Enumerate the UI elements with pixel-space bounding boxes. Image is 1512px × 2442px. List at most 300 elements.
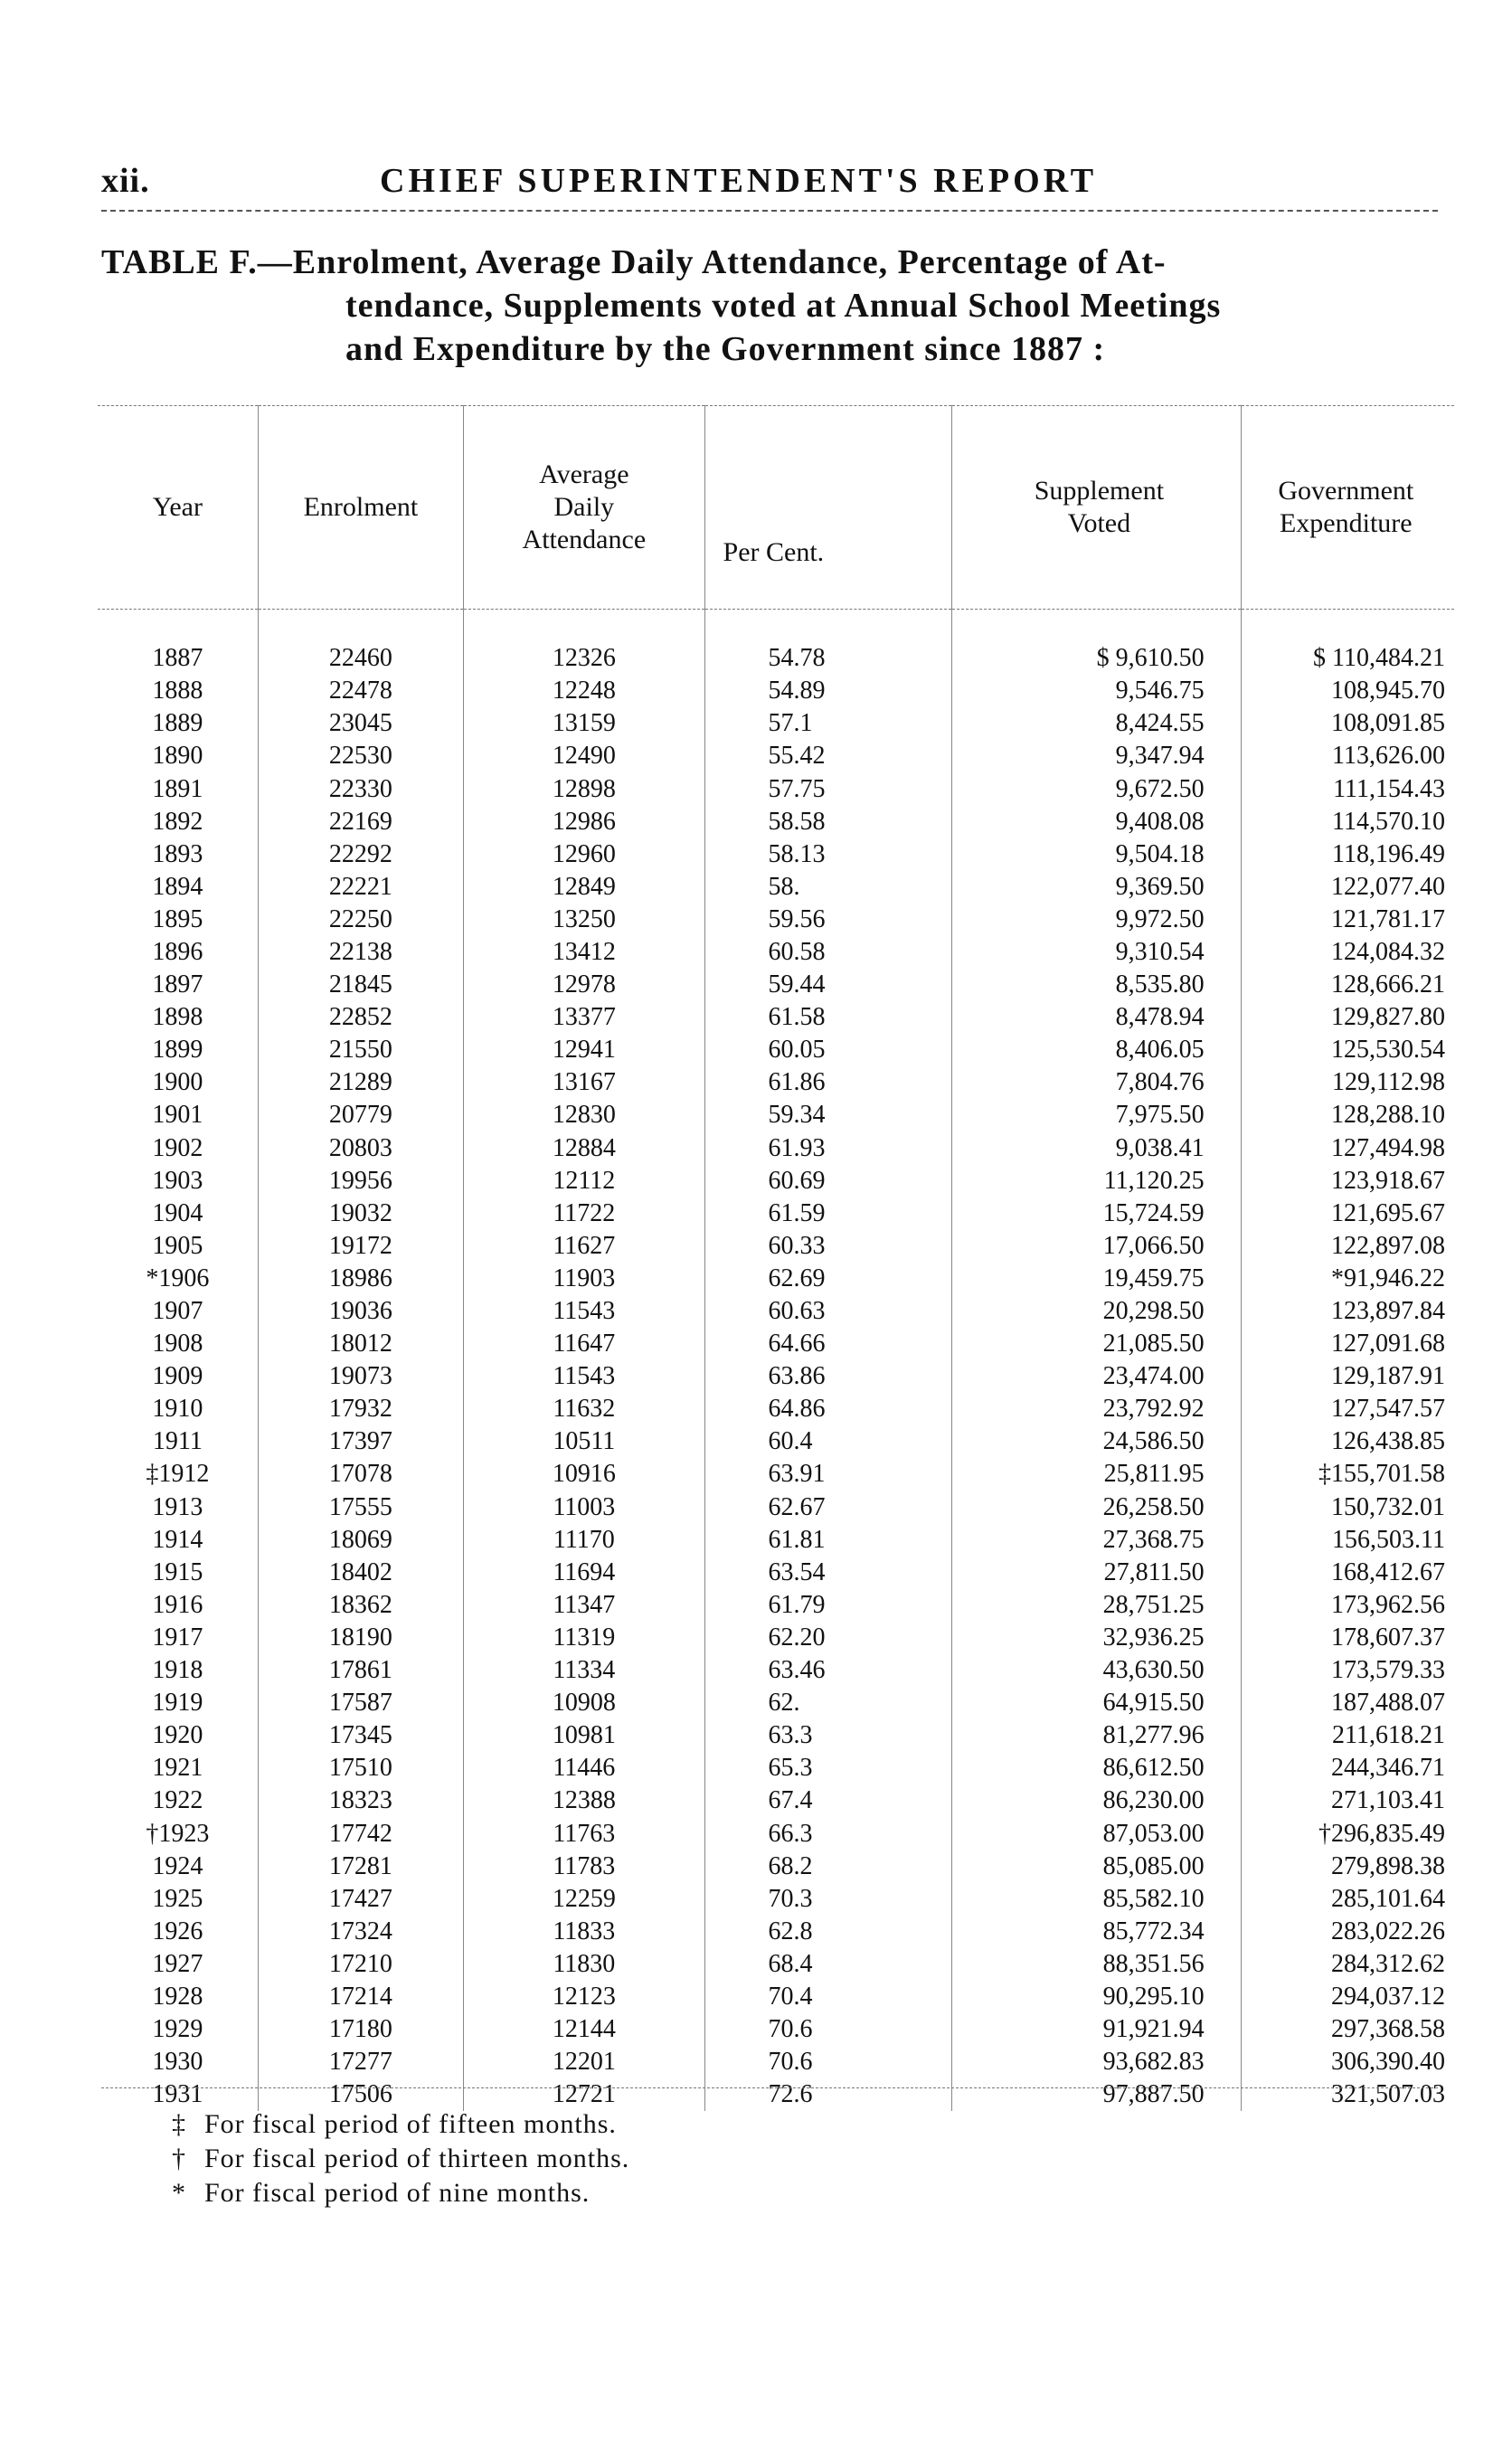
col-header-enrolment: Enrolment — [258, 406, 463, 610]
table-row — [98, 1948, 1454, 1981]
table-row — [98, 1197, 1454, 1230]
cell-expenditure: 129,827.80 — [1241, 1001, 1454, 1034]
cell-year: 1919 — [152, 1689, 203, 1718]
footnote — [172, 2176, 629, 2210]
cell-per-cent: 72.6 — [704, 2078, 952, 2111]
table-row — [98, 1099, 1454, 1131]
cell-supplement: 15,724.59 — [952, 1197, 1241, 1230]
cell-supplement: 85,582.10 — [952, 1883, 1241, 1916]
cell-expenditure: 178,607.37 — [1241, 1622, 1454, 1654]
col-header-supplement-l2: Voted — [1067, 508, 1131, 538]
table-row — [98, 1687, 1454, 1719]
cell-attendance: 11833 — [464, 1916, 704, 1948]
cell-supplement: 9,408.08 — [952, 806, 1241, 838]
cell-supplement: 8,535.80 — [952, 969, 1241, 1001]
cell-supplement: 20,298.50 — [952, 1295, 1241, 1328]
cell-attendance: 13377 — [464, 1001, 704, 1034]
cell-expenditure: 127,547.57 — [1241, 1393, 1454, 1425]
cell-expenditure: 108,945.70 — [1241, 675, 1454, 707]
cell-supplement: 9,038.41 — [952, 1132, 1241, 1165]
cell-expenditure: 125,530.54 — [1241, 1034, 1454, 1066]
table-row — [98, 2078, 1454, 2111]
cell-enrolment: 21550 — [258, 1034, 463, 1066]
table-row — [98, 871, 1454, 904]
cell-enrolment: 22292 — [258, 838, 463, 871]
cell-per-cent: 55.42 — [704, 740, 952, 772]
table-row — [98, 2013, 1454, 2046]
table-row — [98, 1622, 1454, 1654]
cell-attendance: 10916 — [464, 1458, 704, 1491]
cell-attendance: 11334 — [464, 1654, 704, 1687]
table-row — [98, 2046, 1454, 2078]
cell-per-cent: 57.1 — [704, 707, 952, 740]
cell-attendance: 11170 — [464, 1524, 704, 1557]
table-row — [98, 1393, 1454, 1425]
cell-year: 1893 — [152, 839, 203, 868]
cell-attendance: 13412 — [464, 936, 704, 969]
cell-enrolment: 18190 — [258, 1622, 463, 1654]
cell-expenditure: 271,103.41 — [1241, 1784, 1454, 1817]
footnote-text: For fiscal period of fifteen months. — [204, 2109, 617, 2139]
cell-year: 1910 — [152, 1395, 203, 1424]
cell-expenditure: 123,897.84 — [1241, 1295, 1454, 1328]
cell-year: 1896 — [152, 937, 203, 966]
cell-supplement: 43,630.50 — [952, 1654, 1241, 1687]
cell-expenditure: 173,579.33 — [1241, 1654, 1454, 1687]
cell-attendance: 11903 — [464, 1263, 704, 1295]
cell-enrolment: 18012 — [258, 1328, 463, 1360]
cell-supplement: 21,085.50 — [952, 1328, 1241, 1360]
cell-supplement: 85,085.00 — [952, 1850, 1241, 1883]
table-row — [98, 1165, 1454, 1197]
table-row — [98, 838, 1454, 871]
col-header-expenditure — [1241, 406, 1454, 610]
footnote-text: For fiscal period of nine months. — [204, 2178, 591, 2208]
table-row — [98, 1916, 1454, 1948]
cell-attendance: 11003 — [464, 1491, 704, 1524]
cell-expenditure: 168,412.67 — [1241, 1557, 1454, 1589]
cell-expenditure: 127,494.98 — [1241, 1132, 1454, 1165]
cell-enrolment: 17506 — [258, 2078, 463, 2111]
cell-per-cent: 68.4 — [704, 1948, 952, 1981]
cell-enrolment: 17555 — [258, 1491, 463, 1524]
cell-enrolment: 17180 — [258, 2013, 463, 2046]
cell-expenditure: 283,022.26 — [1241, 1916, 1454, 1948]
cell-enrolment: 21845 — [258, 969, 463, 1001]
cell-enrolment: 17277 — [258, 2046, 463, 2078]
cell-per-cent: 60.4 — [704, 1425, 952, 1458]
cell-supplement: $ 9,610.50 — [952, 642, 1241, 675]
cell-enrolment: 21289 — [258, 1066, 463, 1099]
cell-enrolment: 22852 — [258, 1001, 463, 1034]
table-row — [98, 1328, 1454, 1360]
cell-enrolment: 17214 — [258, 1981, 463, 2013]
cell-attendance: 12201 — [464, 2046, 704, 2078]
cell-attendance: 11446 — [464, 1752, 704, 1784]
cell-supplement: 86,612.50 — [952, 1752, 1241, 1784]
cell-expenditure: 285,101.64 — [1241, 1883, 1454, 1916]
cell-enrolment: 18986 — [258, 1263, 463, 1295]
cell-expenditure: 113,626.00 — [1241, 740, 1454, 772]
cell-attendance: 11627 — [464, 1230, 704, 1263]
cell-per-cent: 70.3 — [704, 1883, 952, 1916]
cell-year: 1901 — [152, 1101, 203, 1130]
col-header-attendance-l1: Average — [539, 459, 629, 489]
cell-year: 1917 — [152, 1623, 203, 1652]
cell-per-cent: 58. — [704, 871, 952, 904]
cell-supplement: 9,347.94 — [952, 740, 1241, 772]
cell-attendance: 12248 — [464, 675, 704, 707]
col-header-attendance — [464, 406, 704, 610]
table-row — [98, 806, 1454, 838]
table-row — [98, 1719, 1454, 1752]
table-row — [98, 1883, 1454, 1916]
cell-supplement: 7,975.50 — [952, 1099, 1241, 1131]
footnote — [172, 2142, 629, 2176]
cell-expenditure: 129,112.98 — [1241, 1066, 1454, 1099]
table-row — [98, 707, 1454, 740]
cell-per-cent: 59.56 — [704, 904, 952, 936]
cell-per-cent: 67.4 — [704, 1784, 952, 1817]
cell-expenditure: 321,507.03 — [1241, 2078, 1454, 2111]
cell-supplement: 23,792.92 — [952, 1393, 1241, 1425]
footnote-mark: * — [172, 2178, 186, 2208]
caption-line-1: —Enrolment, Average Daily Attendance, Percentage of At- — [257, 243, 1167, 281]
table-row — [98, 1425, 1454, 1458]
cell-enrolment: 17210 — [258, 1948, 463, 1981]
table-row — [98, 1295, 1454, 1328]
cell-attendance: 11722 — [464, 1197, 704, 1230]
cell-enrolment: 18362 — [258, 1589, 463, 1622]
cell-enrolment: 17427 — [258, 1883, 463, 1916]
cell-year: ‡1912 — [146, 1460, 210, 1489]
cell-expenditure: 122,077.40 — [1241, 871, 1454, 904]
footnote-text: For fiscal period of thirteen months. — [204, 2144, 630, 2173]
cell-year: 1930 — [152, 2048, 203, 2077]
cell-per-cent: 61.59 — [704, 1197, 952, 1230]
cell-attendance: 12490 — [464, 740, 704, 772]
cell-supplement: 9,972.50 — [952, 904, 1241, 936]
cell-expenditure: 118,196.49 — [1241, 838, 1454, 871]
cell-year: 1898 — [152, 1003, 203, 1032]
cell-per-cent: 60.58 — [704, 936, 952, 969]
cell-supplement: 9,369.50 — [952, 871, 1241, 904]
table-row — [98, 1850, 1454, 1883]
cell-per-cent: 68.2 — [704, 1850, 952, 1883]
cell-attendance: 10908 — [464, 1687, 704, 1719]
cell-attendance: 13159 — [464, 707, 704, 740]
cell-year: 1915 — [152, 1557, 203, 1586]
cell-attendance: 12849 — [464, 871, 704, 904]
cell-year: 1889 — [152, 709, 203, 738]
cell-year: 1903 — [152, 1166, 203, 1195]
cell-year: 1909 — [152, 1362, 203, 1391]
cell-expenditure: 114,570.10 — [1241, 806, 1454, 838]
cell-supplement: 9,504.18 — [952, 838, 1241, 871]
cell-year: 1929 — [152, 2015, 203, 2044]
cell-expenditure: 126,438.85 — [1241, 1425, 1454, 1458]
cell-per-cent: 63.3 — [704, 1719, 952, 1752]
cell-attendance: 12941 — [464, 1034, 704, 1066]
cell-enrolment: 17932 — [258, 1393, 463, 1425]
cell-expenditure: 123,918.67 — [1241, 1165, 1454, 1197]
cell-enrolment: 18402 — [258, 1557, 463, 1589]
cell-year: 1888 — [152, 677, 203, 705]
cell-expenditure: 306,390.40 — [1241, 2046, 1454, 2078]
cell-year: 1914 — [152, 1525, 203, 1554]
table-row — [98, 1458, 1454, 1491]
cell-supplement: 90,295.10 — [952, 1981, 1241, 2013]
cell-per-cent: 60.05 — [704, 1034, 952, 1066]
cell-expenditure: 294,037.12 — [1241, 1981, 1454, 2013]
cell-attendance: 12112 — [464, 1165, 704, 1197]
cell-year: 1894 — [152, 872, 203, 901]
cell-attendance: 11632 — [464, 1393, 704, 1425]
cell-per-cent: 70.6 — [704, 2046, 952, 2078]
cell-supplement: 91,921.94 — [952, 2013, 1241, 2046]
cell-year: 1892 — [152, 807, 203, 836]
cell-expenditure: 244,346.71 — [1241, 1752, 1454, 1784]
cell-enrolment: 23045 — [258, 707, 463, 740]
cell-year: 1911 — [152, 1427, 203, 1456]
cell-attendance: 12721 — [464, 2078, 704, 2111]
cell-attendance: 11319 — [464, 1622, 704, 1654]
cell-per-cent: 63.46 — [704, 1654, 952, 1687]
cell-year: 1918 — [152, 1656, 203, 1685]
cell-year: 1890 — [152, 742, 203, 771]
table-caption — [101, 241, 1458, 371]
cell-enrolment: 19036 — [258, 1295, 463, 1328]
cell-attendance: 13167 — [464, 1066, 704, 1099]
cell-year: 1900 — [152, 1068, 203, 1097]
cell-per-cent: 64.66 — [704, 1328, 952, 1360]
col-header-supplement — [952, 406, 1241, 610]
cell-per-cent: 62.8 — [704, 1916, 952, 1948]
cell-supplement: 81,277.96 — [952, 1719, 1241, 1752]
table-row — [98, 936, 1454, 969]
cell-supplement: 32,936.25 — [952, 1622, 1241, 1654]
cell-expenditure: 121,695.67 — [1241, 1197, 1454, 1230]
table-row — [98, 675, 1454, 707]
cell-expenditure: †296,835.49 — [1241, 1817, 1454, 1850]
cell-enrolment: 19073 — [258, 1360, 463, 1393]
cell-per-cent: 63.91 — [704, 1458, 952, 1491]
cell-supplement: 25,811.95 — [952, 1458, 1241, 1491]
table-row — [98, 1981, 1454, 2013]
cell-per-cent: 61.81 — [704, 1524, 952, 1557]
cell-expenditure: 211,618.21 — [1241, 1719, 1454, 1752]
cell-year: 1924 — [152, 1851, 203, 1880]
table-row — [98, 1230, 1454, 1263]
cell-year: 1931 — [152, 2080, 203, 2109]
cell-year: 1904 — [152, 1198, 203, 1227]
cell-year: 1925 — [152, 1884, 203, 1913]
cell-year: 1908 — [152, 1330, 203, 1358]
cell-year: 1927 — [152, 1949, 203, 1978]
cell-supplement: 7,804.76 — [952, 1066, 1241, 1099]
cell-per-cent: 59.34 — [704, 1099, 952, 1131]
cell-attendance: 12986 — [464, 806, 704, 838]
footnotes — [172, 2107, 629, 2210]
cell-attendance: 12388 — [464, 1784, 704, 1817]
cell-supplement: 23,474.00 — [952, 1360, 1241, 1393]
cell-per-cent: 62.69 — [704, 1263, 952, 1295]
cell-attendance: 10981 — [464, 1719, 704, 1752]
cell-year: 1895 — [152, 904, 203, 933]
cell-attendance: 12830 — [464, 1099, 704, 1131]
cell-year: 1899 — [152, 1036, 203, 1065]
cell-supplement: 9,546.75 — [952, 675, 1241, 707]
cell-supplement: 27,811.50 — [952, 1557, 1241, 1589]
cell-supplement: 88,351.56 — [952, 1948, 1241, 1981]
cell-attendance: 12978 — [464, 969, 704, 1001]
col-header-year: Year — [98, 406, 258, 610]
page-number: xii. — [101, 162, 150, 200]
cell-expenditure: 187,488.07 — [1241, 1687, 1454, 1719]
cell-per-cent: 62.67 — [704, 1491, 952, 1524]
cell-supplement: 85,772.34 — [952, 1916, 1241, 1948]
cell-per-cent: 54.89 — [704, 675, 952, 707]
cell-enrolment: 17345 — [258, 1719, 463, 1752]
table-row — [98, 1557, 1454, 1589]
caption-line-2: tendance, Supplements voted at Annual School Meetings — [345, 287, 1222, 325]
cell-enrolment: 22530 — [258, 740, 463, 772]
header-rule — [101, 210, 1438, 212]
cell-per-cent: 61.58 — [704, 1001, 952, 1034]
cell-enrolment: 17742 — [258, 1817, 463, 1850]
col-header-attendance-l2: Daily — [553, 492, 615, 522]
cell-supplement: 9,672.50 — [952, 772, 1241, 805]
cell-expenditure: 111,154.43 — [1241, 772, 1454, 805]
cell-enrolment: 19172 — [258, 1230, 463, 1263]
cell-attendance: 12960 — [464, 838, 704, 871]
cell-supplement: 27,368.75 — [952, 1524, 1241, 1557]
cell-enrolment: 19956 — [258, 1165, 463, 1197]
cell-enrolment: 18069 — [258, 1524, 463, 1557]
cell-enrolment: 20779 — [258, 1099, 463, 1131]
cell-per-cent: 57.75 — [704, 772, 952, 805]
cell-year: 1887 — [152, 644, 203, 673]
footnote — [172, 2107, 629, 2142]
cell-supplement: 86,230.00 — [952, 1784, 1241, 1817]
cell-attendance: 12898 — [464, 772, 704, 805]
cell-supplement: 19,459.75 — [952, 1263, 1241, 1295]
table-label: TABLE F. — [101, 243, 258, 281]
cell-supplement: 26,258.50 — [952, 1491, 1241, 1524]
cell-per-cent: 61.93 — [704, 1132, 952, 1165]
cell-attendance: 11647 — [464, 1328, 704, 1360]
cell-expenditure: 121,781.17 — [1241, 904, 1454, 936]
cell-supplement: 11,120.25 — [952, 1165, 1241, 1197]
table-row — [98, 1752, 1454, 1784]
cell-year: 1905 — [152, 1231, 203, 1260]
footnote-mark: ‡ — [172, 2109, 186, 2139]
cell-year: 1922 — [152, 1786, 203, 1815]
cell-expenditure: 129,187.91 — [1241, 1360, 1454, 1393]
cell-per-cent: 60.69 — [704, 1165, 952, 1197]
cell-year: †1923 — [146, 1819, 210, 1848]
cell-expenditure: 127,091.68 — [1241, 1328, 1454, 1360]
table-row — [98, 1784, 1454, 1817]
cell-attendance: 13250 — [464, 904, 704, 936]
cell-enrolment: 19032 — [258, 1197, 463, 1230]
cell-expenditure: ‡155,701.58 — [1241, 1458, 1454, 1491]
cell-attendance: 12884 — [464, 1132, 704, 1165]
cell-year: *1906 — [146, 1264, 210, 1292]
cell-enrolment: 22221 — [258, 871, 463, 904]
cell-per-cent: 58.13 — [704, 838, 952, 871]
cell-expenditure: 124,084.32 — [1241, 936, 1454, 969]
cell-year: 1902 — [152, 1133, 203, 1162]
cell-attendance: 10511 — [464, 1425, 704, 1458]
cell-per-cent: 58.58 — [704, 806, 952, 838]
cell-year: 1921 — [152, 1754, 203, 1783]
cell-expenditure: $ 110,484.21 — [1241, 642, 1454, 675]
col-header-per-cent: Per Cent. — [704, 406, 952, 610]
cell-enrolment: 17397 — [258, 1425, 463, 1458]
cell-per-cent: 61.86 — [704, 1066, 952, 1099]
cell-supplement: 8,406.05 — [952, 1034, 1241, 1066]
cell-attendance: 11830 — [464, 1948, 704, 1981]
cell-supplement: 87,053.00 — [952, 1817, 1241, 1850]
cell-per-cent: 61.79 — [704, 1589, 952, 1622]
cell-enrolment: 22478 — [258, 675, 463, 707]
cell-year: 1891 — [152, 774, 203, 803]
table-row — [98, 1589, 1454, 1622]
cell-year: 1926 — [152, 1917, 203, 1945]
page-header — [101, 161, 1195, 208]
cell-enrolment: 17281 — [258, 1850, 463, 1883]
cell-per-cent: 59.44 — [704, 969, 952, 1001]
cell-expenditure: 284,312.62 — [1241, 1948, 1454, 1981]
col-header-expenditure-l1: Government — [1278, 476, 1414, 506]
cell-expenditure: 128,288.10 — [1241, 1099, 1454, 1131]
caption-line-3: and Expenditure by the Government since 1887 : — [345, 330, 1106, 368]
table-row — [98, 1066, 1454, 1099]
cell-enrolment: 17861 — [258, 1654, 463, 1687]
cell-expenditure: 122,897.08 — [1241, 1230, 1454, 1263]
cell-attendance: 11694 — [464, 1557, 704, 1589]
cell-supplement: 9,310.54 — [952, 936, 1241, 969]
cell-enrolment: 22330 — [258, 772, 463, 805]
table-row — [98, 642, 1454, 675]
cell-per-cent: 62. — [704, 1687, 952, 1719]
cell-expenditure: 156,503.11 — [1241, 1524, 1454, 1557]
table-row — [98, 1491, 1454, 1524]
cell-per-cent: 60.33 — [704, 1230, 952, 1263]
cell-supplement: 97,887.50 — [952, 2078, 1241, 2111]
table-row — [98, 1524, 1454, 1557]
cell-enrolment: 22250 — [258, 904, 463, 936]
cell-per-cent: 62.20 — [704, 1622, 952, 1654]
cell-enrolment: 18323 — [258, 1784, 463, 1817]
cell-expenditure: 128,666.21 — [1241, 969, 1454, 1001]
table-row — [98, 1654, 1454, 1687]
running-title: CHIEF SUPERINTENDENT'S REPORT — [380, 162, 1098, 200]
cell-year: 1913 — [152, 1492, 203, 1521]
cell-supplement: 17,066.50 — [952, 1230, 1241, 1263]
cell-enrolment: 22460 — [258, 642, 463, 675]
cell-per-cent: 65.3 — [704, 1752, 952, 1784]
col-header-supplement-l1: Supplement — [1034, 476, 1165, 506]
cell-supplement: 64,915.50 — [952, 1687, 1241, 1719]
header-row — [98, 406, 1454, 610]
cell-enrolment: 17078 — [258, 1458, 463, 1491]
table-body — [98, 642, 1454, 2111]
cell-supplement: 93,682.83 — [952, 2046, 1241, 2078]
table-bottom-rule — [101, 2087, 1438, 2088]
cell-attendance: 11347 — [464, 1589, 704, 1622]
